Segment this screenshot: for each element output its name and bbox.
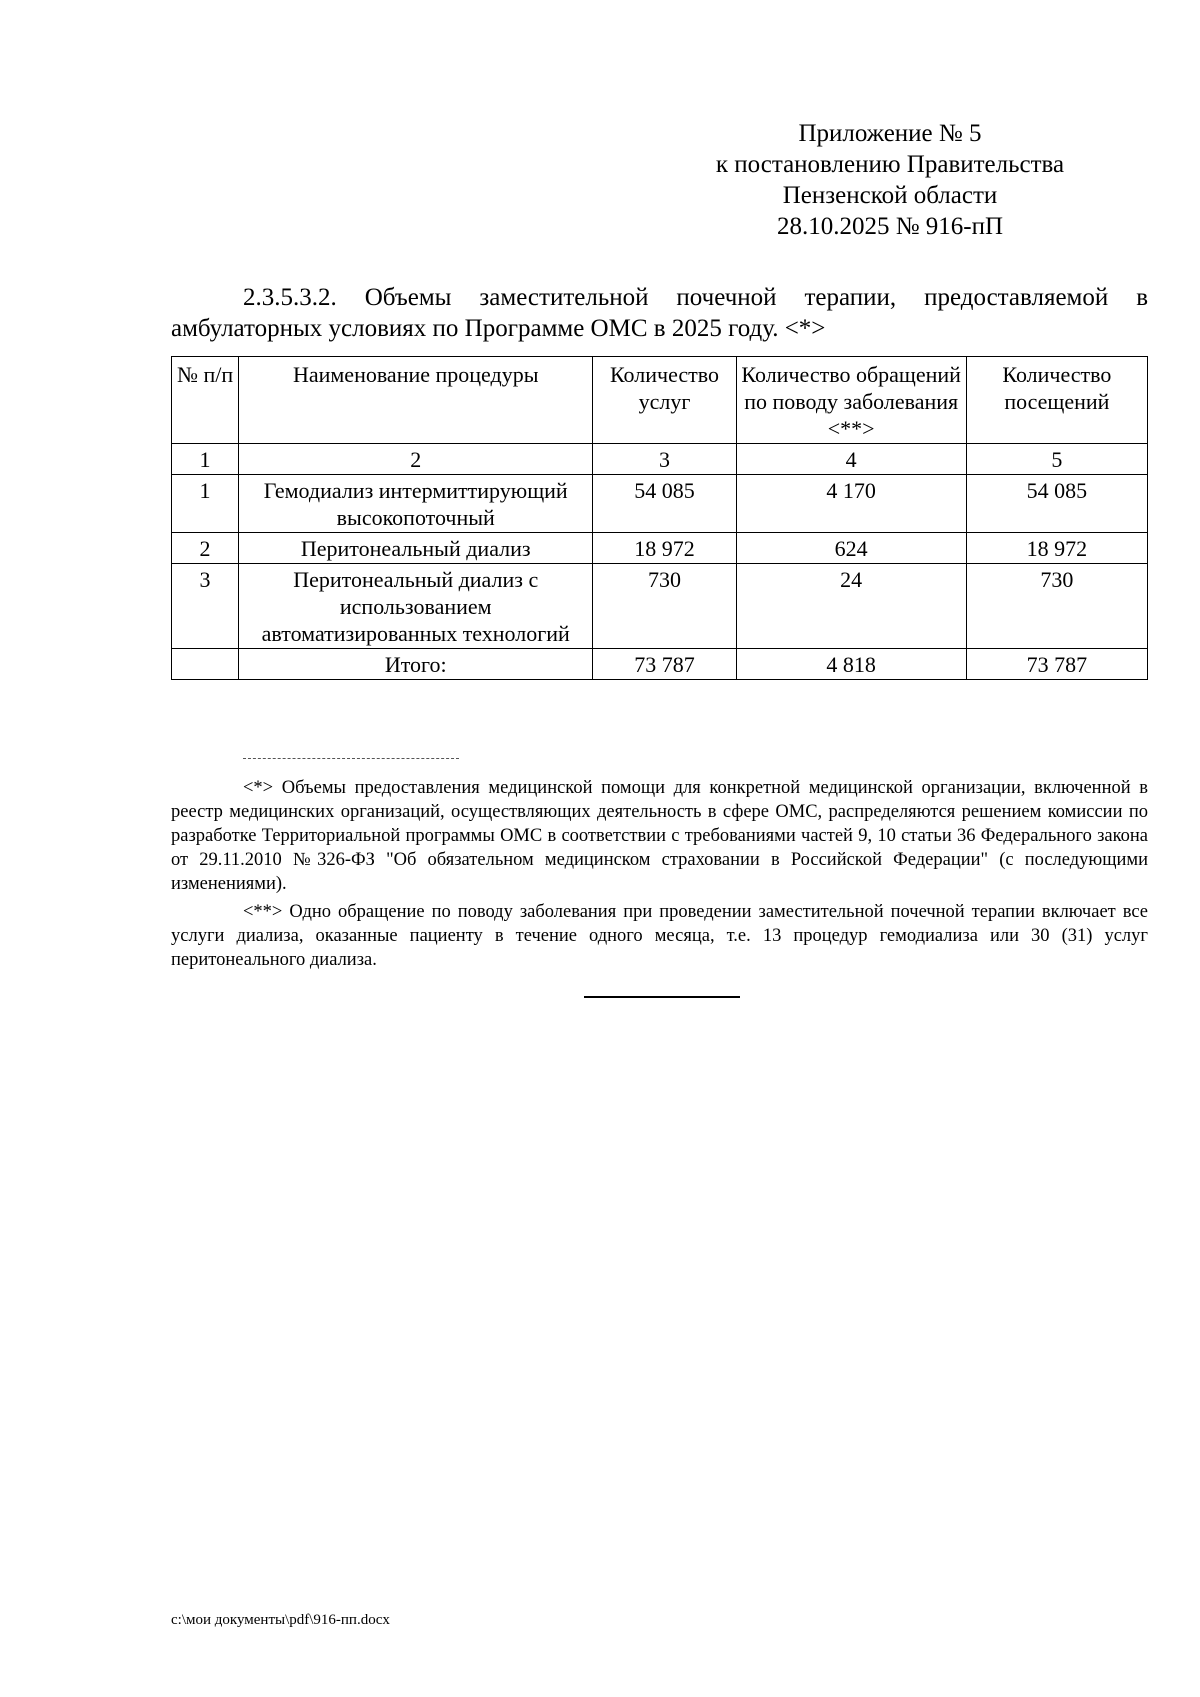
attendances-count: 54 085 (966, 475, 1147, 533)
services-count: 54 085 (593, 475, 736, 533)
header-cell-procedure: Наименование процедуры (239, 357, 593, 444)
section-heading: 2.3.5.3.2. Объемы заместительной почечной терапии, предоставляемой в амбулаторных условиях по Программе ОМС в 2025 году. <*> (171, 284, 1148, 342)
attendances-count: 730 (966, 564, 1147, 649)
appendix-number: Приложение № 5 (798, 120, 982, 147)
numbering-cell: 2 (239, 444, 593, 475)
row-number: 1 (172, 475, 239, 533)
header-cell-disease-visits: Количество обращений по поводу заболевания <**> (736, 357, 966, 444)
volumes-table (171, 356, 1148, 680)
disease-visits-count: 24 (736, 564, 966, 649)
appendix-date-number: 28.10.2025 № 916-пП (776, 213, 1004, 240)
header-cell-attendances: Количество посещений (966, 357, 1147, 444)
total-label: Итого: (239, 649, 593, 680)
table-numbering-row (172, 444, 1148, 475)
total-attendances: 73 787 (966, 649, 1147, 680)
footnote-2: <**> Одно обращение по поводу заболевания при проведении заместительной почечной терапии включает все услуги диализа, оказанные пациенту в течение одного месяца, т.е. 13 процедур гемодиализа или 30 (31) услуг перитонеального диализа. (171, 902, 1148, 970)
disease-visits-count: 4 170 (736, 475, 966, 533)
row-number: 2 (172, 533, 239, 564)
procedure-name: Перитонеальный диализ (239, 533, 593, 564)
table-row (172, 533, 1148, 564)
services-count: 730 (593, 564, 736, 649)
appendix-region: Пензенской области (782, 182, 998, 209)
footnote-1: <*> Объемы предоставления медицинской помощи для конкретной медицинской организации, включенной в реестр медицинских организаций, осуществляющих деятельность в сфере ОМС, распределяются решением комиссии по разработке Территориальной программы ОМС в соответствии с требованиями частей 9, 10 статьи 36 Федерального закона от 29.11.2010 №326-ФЗ "Об обязательном медицинском страховании в Российской Федерации" (с последующими изменениями). (171, 778, 1148, 894)
numbering-cell: 4 (736, 444, 966, 475)
numbering-cell: 3 (593, 444, 736, 475)
numbering-cell: 1 (172, 444, 239, 475)
footnote-separator (243, 758, 459, 759)
file-path-footer: c:\мои документы\pdf\916-пп.docx (171, 1612, 390, 1628)
numbering-cell: 5 (966, 444, 1147, 475)
total-disease-visits: 4 818 (736, 649, 966, 680)
disease-visits-count: 624 (736, 533, 966, 564)
table-header-row (172, 357, 1148, 444)
table-row (172, 564, 1148, 649)
header-cell-services: Количество услуг (593, 357, 736, 444)
total-services: 73 787 (593, 649, 736, 680)
end-divider (584, 996, 740, 998)
table-total-row (172, 649, 1148, 680)
appendix-decree-line: к постановлению Правительства (715, 151, 1065, 178)
procedure-name: Перитонеальный диализ с использованием автоматизированных технологий (239, 564, 593, 649)
row-number: 3 (172, 564, 239, 649)
services-count: 18 972 (593, 533, 736, 564)
header-cell-number: № п/п (172, 357, 239, 444)
appendix-header (640, 118, 1140, 242)
footnotes (171, 776, 1148, 976)
attendances-count: 18 972 (966, 533, 1147, 564)
procedure-name: Гемодиализ интермиттирующий высокопоточный (239, 475, 593, 533)
total-number-cell (172, 649, 239, 680)
table-row (172, 475, 1148, 533)
